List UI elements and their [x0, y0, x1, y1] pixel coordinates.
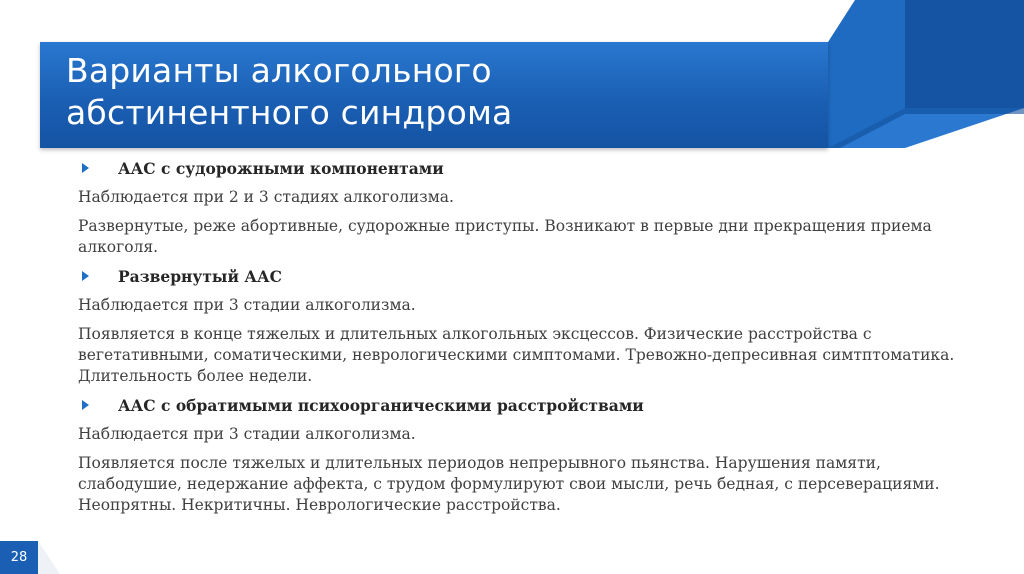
section-paragraph: Наблюдается при 3 стадии алкоголизма. [78, 425, 416, 443]
section-heading [78, 395, 988, 416]
triangle-right-icon [82, 400, 89, 410]
section-heading [78, 266, 988, 287]
section-paragraph: Наблюдается при 2 и 3 стадиях алкоголизма. [78, 188, 454, 206]
slide-content [78, 158, 988, 524]
section-paragraph: Появляется после тяжелых и длительных периодов непрерывного пьянства. Нарушения памяти, слабодушие, недержание аффекта, с трудом формулируют свои мысли, речь бедная, с персеверациями. Неопрятны. Некритичны. Неврологические расстройства. [78, 454, 940, 514]
page-number: 28 [0, 541, 38, 574]
triangle-right-icon [82, 271, 89, 281]
triangle-right-icon [82, 163, 89, 173]
section-paragraph: Развернутые, реже абортивные, судорожные приступы. Возникают в первые дни прекращения приема алкоголя. [78, 217, 932, 256]
section-heading-text: Развернутый ААС [118, 267, 282, 286]
slide-title-line: абстинентного синдрома [66, 93, 513, 132]
section-paragraph: Наблюдается при 3 стадии алкоголизма. [78, 296, 416, 314]
section-heading-text: ААС с обратимыми психоорганическими расстройствами [118, 396, 644, 415]
section-heading [78, 158, 988, 179]
slide-title [66, 50, 806, 134]
slide-title-line: Варианты алкогольного [66, 51, 492, 90]
corner-shape-dark [905, 0, 1024, 108]
section-heading-text: ААС с судорожными компонентами [118, 159, 444, 178]
section-paragraph: Появляется в конце тяжелых и длительных алкогольных эксцессов. Физические расстройства с вегетативными, соматическими, неврологическими симптомами. Тревожно-депресивная симтптоматика. Длительность более недели. [78, 325, 955, 385]
